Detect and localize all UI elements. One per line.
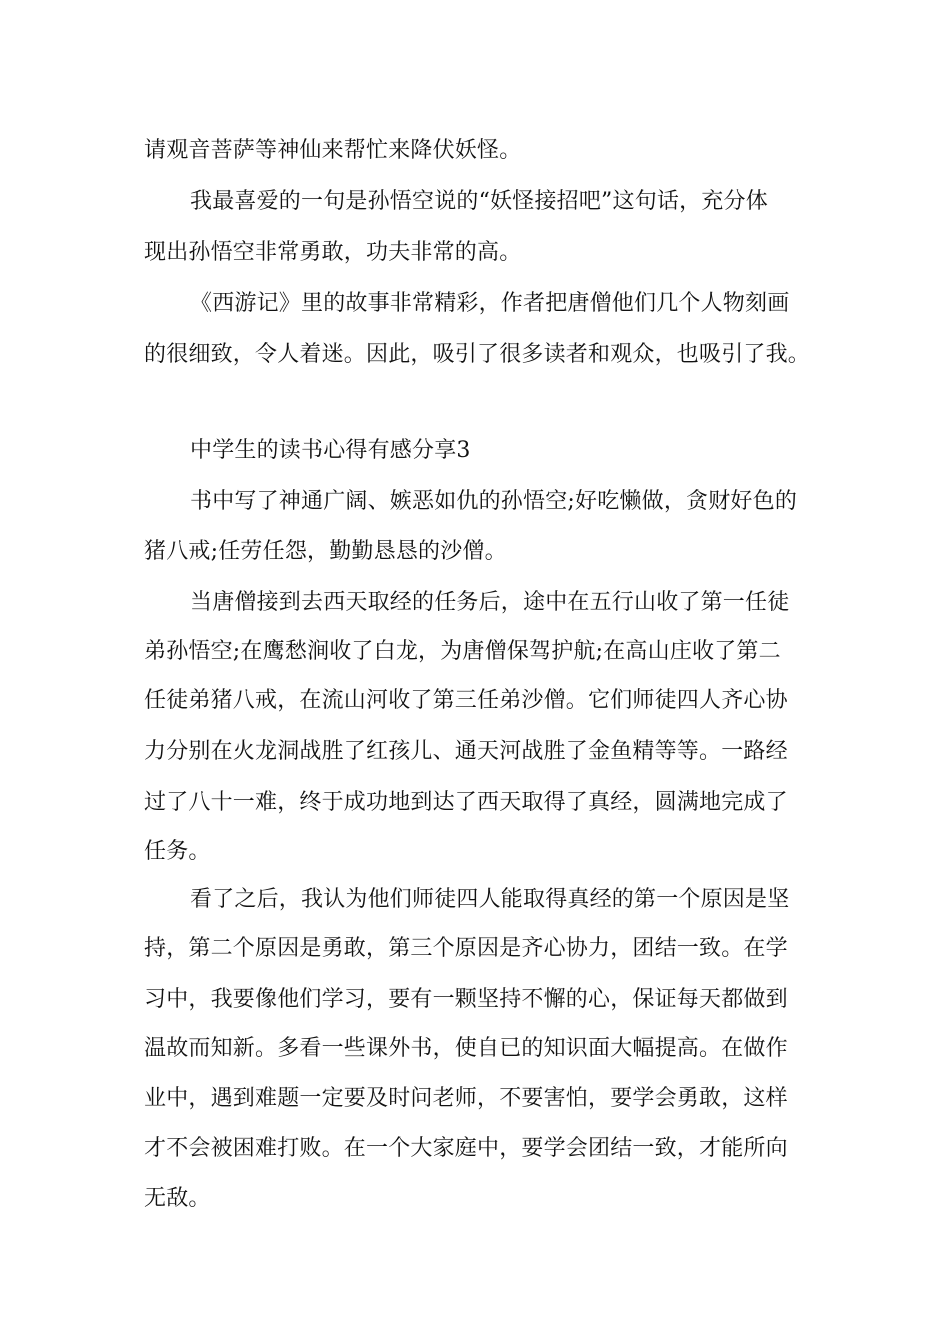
text-line: 我最喜爱的一句是孙悟空说的“妖怪接招吧”这句话，充分体	[190, 189, 768, 214]
text-line: 看了之后，我认为他们师徒四人能取得真经的第一个原因是坚	[190, 887, 790, 912]
text-line: 请观音菩萨等神仙来帮忙来降伏妖怪。	[144, 138, 522, 163]
text-line: 猪八戒;任劳任怨，勤勤恳恳的沙僧。	[144, 539, 507, 564]
text-line: 无敌。	[144, 1186, 211, 1211]
text-line: 现出孙悟空非常勇敢，功夫非常的高。	[144, 240, 522, 265]
text-line: 温故而知新。多看一些课外书，使自已的知识面大幅提高。在做作	[144, 1036, 788, 1061]
text-line: 业中，遇到难题一定要及时问老师，不要害怕，要学会勇敢，这样	[144, 1086, 788, 1111]
text-line: 持，第二个原因是勇敢，第三个原因是齐心协力，团结一致。在学	[144, 936, 788, 961]
text-line: 的很细致，令人着迷。因此，吸引了很多读者和观众，也吸引了我。	[144, 342, 811, 367]
text-line: 任务。	[144, 839, 211, 864]
section-heading: 中学生的读书心得有感分享3	[190, 438, 471, 463]
text-line: 弟孙悟空;在鹰愁涧收了白龙，为唐僧保驾护航;在高山庄收了第二	[144, 639, 781, 664]
text-line: 当唐僧接到去西天取经的任务后，途中在五行山收了第一任徒	[190, 590, 790, 615]
text-line: 力分别在火龙洞战胜了红孩儿、通天河战胜了金鱼精等等。一路经	[144, 739, 788, 764]
text-line: 书中写了神通广阔、嫉恶如仇的孙悟空;好吃懒做，贪财好色的	[190, 489, 798, 514]
text-line: 习中，我要像他们学习，要有一颗坚持不懈的心，保证每天都做到	[144, 987, 788, 1012]
text-line: 任徒弟猪八戒，在流山河收了第三任弟沙僧。它们师徒四人齐心协	[144, 688, 788, 713]
text-line: 才不会被困难打败。在一个大家庭中，要学会团结一致，才能所向	[144, 1136, 788, 1161]
text-line: 过了八十一难，终于成功地到达了西天取得了真经，圆满地完成了	[144, 790, 788, 815]
text-line: 《西游记》里的故事非常精彩，作者把唐僧他们几个人物刻画	[190, 291, 790, 316]
